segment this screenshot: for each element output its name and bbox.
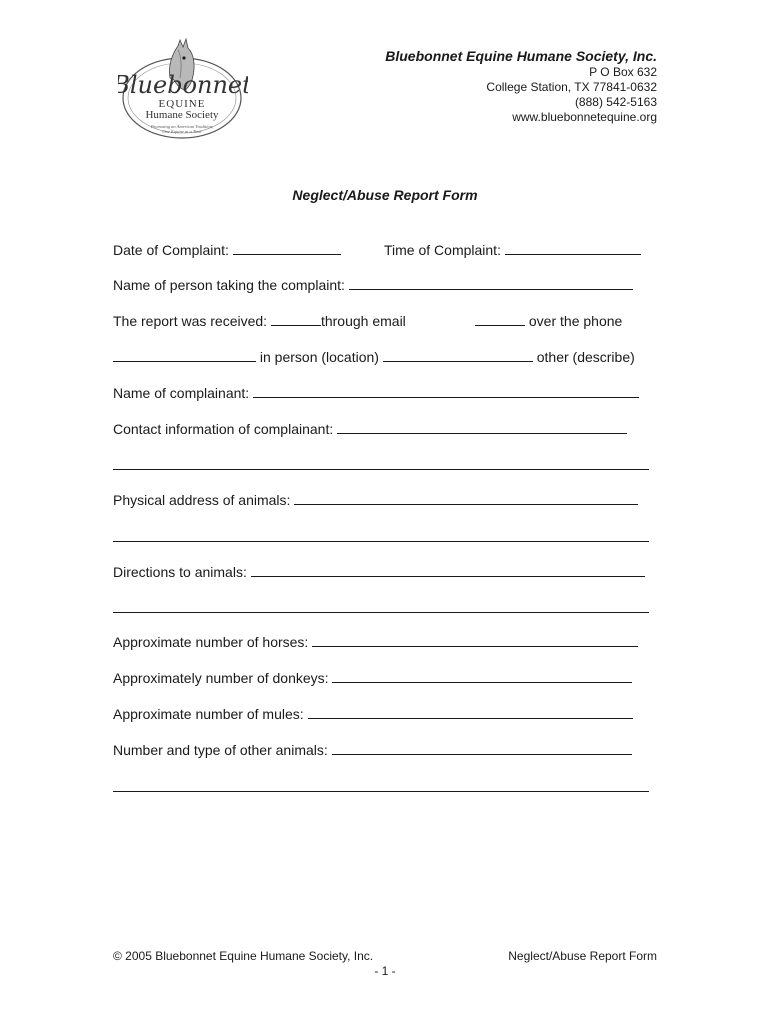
page-number: - 1 -: [374, 964, 396, 978]
in-person-row: [113, 348, 635, 366]
phone-number: (888) 542-5163: [574, 95, 657, 109]
date-of-complaint-blank[interactable]: [233, 241, 341, 255]
date-of-complaint-row: [113, 241, 341, 259]
other-animals-extra-line[interactable]: [113, 791, 649, 792]
organization-name: Bluebonnet Equine Humane Society, Inc.: [385, 48, 657, 64]
horses-label: Approximate number of horses:: [113, 634, 309, 650]
organization-logo: [118, 36, 248, 144]
donkeys-label: Approximately number of donkeys:: [113, 670, 329, 686]
contact-info-row: [113, 420, 627, 438]
through-email-label: through email: [320, 313, 406, 329]
mules-row: [113, 705, 633, 723]
in-person-blank[interactable]: [113, 348, 256, 362]
horses-blank[interactable]: [312, 633, 638, 647]
svg-text:Humane Society: Humane Society: [145, 109, 219, 121]
other-animals-row: [113, 741, 632, 759]
po-box: P O Box 632: [589, 65, 657, 79]
other-animals-blank[interactable]: [332, 741, 632, 755]
donkeys-blank[interactable]: [332, 669, 632, 683]
phone-blank[interactable]: [475, 312, 525, 326]
person-taking-row: [113, 276, 633, 294]
location-blank[interactable]: [383, 348, 533, 362]
mules-label: Approximate number of mules:: [113, 706, 304, 722]
city-state-zip: College Station, TX 77841-0632: [486, 80, 657, 94]
contact-info-label: Contact information of complainant:: [113, 421, 334, 437]
directions-label: Directions to animals:: [113, 564, 247, 580]
horse-logo-icon: [118, 36, 248, 144]
donkeys-row: [113, 669, 632, 687]
directions-extra-line[interactable]: [113, 612, 649, 613]
physical-address-row: [113, 491, 638, 509]
physical-address-extra-line[interactable]: [113, 541, 649, 542]
over-phone-row: [475, 312, 622, 330]
time-of-complaint-blank[interactable]: [505, 241, 641, 255]
over-phone-label: over the phone: [528, 313, 623, 329]
other-describe-label: other (describe): [536, 349, 635, 365]
footer-form-name: Neglect/Abuse Report Form: [508, 949, 657, 963]
time-of-complaint-label: Time of Complaint:: [384, 242, 501, 258]
complainant-name-label: Name of complainant:: [113, 385, 250, 401]
other-animals-label: Number and type of other animals:: [113, 742, 328, 758]
website: www.bluebonnetequine.org: [512, 110, 657, 124]
form-title: Neglect/Abuse Report Form: [292, 187, 478, 203]
svg-text:EQUINE: EQUINE: [158, 98, 206, 110]
report-received-label: The report was received:: [113, 313, 268, 329]
physical-address-label: Physical address of animals:: [113, 492, 291, 508]
date-of-complaint-label: Date of Complaint:: [113, 242, 229, 258]
physical-address-blank[interactable]: [294, 491, 638, 505]
svg-text:Promoting an American Traditio: Promoting an American Tradition,: [150, 124, 214, 129]
report-received-row: [113, 312, 406, 330]
contact-info-extra-line[interactable]: [113, 469, 649, 470]
contact-info-blank[interactable]: [337, 420, 627, 434]
time-of-complaint-row: [384, 241, 641, 259]
footer-copyright: © 2005 Bluebonnet Equine Humane Society, Inc.: [113, 949, 374, 963]
email-blank[interactable]: [271, 312, 321, 326]
directions-blank[interactable]: [251, 563, 645, 577]
svg-text:Bluebonnet: Bluebonnet: [118, 71, 248, 99]
in-person-label: in person (location): [259, 349, 379, 365]
mules-blank[interactable]: [308, 705, 633, 719]
complainant-name-blank[interactable]: [253, 384, 639, 398]
horses-row: [113, 633, 638, 651]
person-taking-label: Name of person taking the complaint:: [113, 277, 345, 293]
person-taking-blank[interactable]: [349, 276, 633, 290]
directions-row: [113, 563, 645, 581]
organization-header: [385, 48, 657, 125]
complainant-name-row: [113, 384, 639, 402]
svg-text:One Equine at a Time: One Equine at a Time: [162, 129, 202, 134]
